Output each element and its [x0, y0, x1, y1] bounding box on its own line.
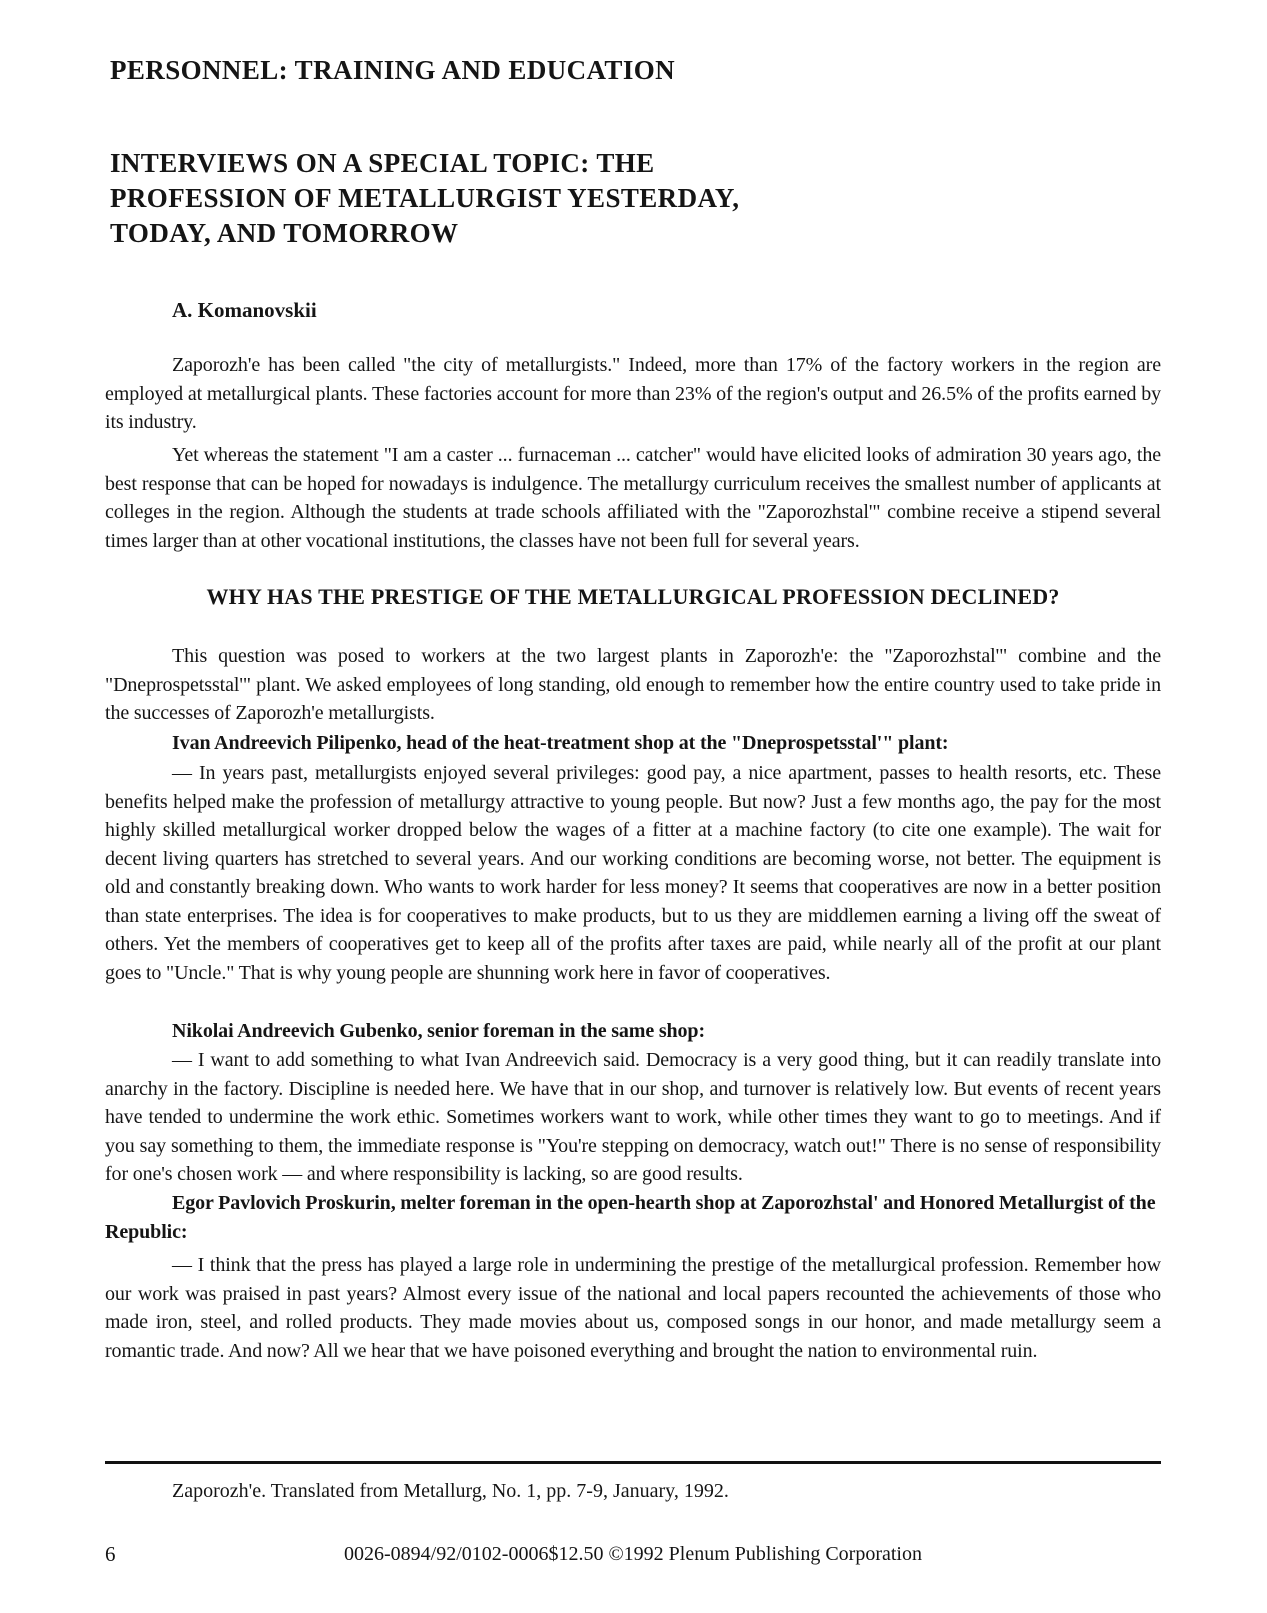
interview-quote-1: — In years past, metallurgists enjoyed several privileges: good pay, a nice apartment, passes to health resorts, etc. These benefits helped make the profession of metallurgy attractive to young people. But now? Just a few months ago, the pay for the most highly skilled metallurgical worker dropped below the wages of a fitter at a machine factory (to cite one example). The wait for decent living quarters has stretched to several years. And our working conditions are becoming worse, not better. The equipment is old and constantly breaking down. Who wants to work harder for less money? It seems that cooperatives are now in a better position than state enterprises. The idea is for cooperatives to make products, but to us they are middlemen earning a living off the sweat of others. Yet the members of cooperatives get to keep all of the profits after taxes are paid, while nearly all of the profit at our plant goes to "Uncle." That is why young people are shunning work here in favor of cooperatives. [105, 762, 1161, 984]
translation-footnote: Zaporozh'e. Translated from Metallurg, No. 1, pp. 7-9, January, 1992. [172, 1480, 729, 1502]
section-lead-paragraph: This question was posed to workers at the two largest plants in Zaporozh'e: the "Zaporozhstal'" combine and the "Dneprospetsstal'" plant. We asked employees of long standing, old enough to remember how the entire country used to take pride in the successes of Zaporozh'e metallurgists. [105, 645, 1161, 724]
article-title-line-2: PROFESSION OF METALLURGIST YESTERDAY, [110, 183, 740, 213]
intro-paragraph-1: Zaporozh'e has been called "the city of metallurgists." Indeed, more than 17% of the factory workers in the region are employed at metallurgical plants. These factories account for more than 23% of the region's output and 26.5% of the profits earned by its industry. [105, 354, 1161, 433]
interview-quote-2: — I want to add something to what Ivan Andreevich said. Democracy is a very good thing, but it can readily translate into anarchy in the factory. Discipline is needed here. We have that in our shop, and turnover is relatively low. But events of recent years have tended to undermine the work ethic. Sometimes workers want to work, while other times they want to go to meetings. And if you say something to them, the immediate response is "You're stepping on democracy, watch out!" There is no sense of responsibility for one's chosen work — and where responsibility is lacking, so are good results. [105, 1049, 1161, 1185]
section-heading: WHY HAS THE PRESTIGE OF THE METALLURGICAL PROFESSION DECLINED? [206, 584, 1060, 609]
speaker-heading-1: Ivan Andreevich Pilipenko, head of the heat-treatment shop at the "Dneprospetsstal'" plant: [172, 732, 949, 754]
footnote-divider [105, 1461, 1161, 1464]
interview-quote-3: — I think that the press has played a large role in undermining the prestige of the metallurgical profession. Remember how our work was praised in past years? Almost every issue of the national and local papers recounted the achievements of those who made iron, steel, and rolled products. They made movies about us, composed songs in our honor, and made metallurgy seem a romantic trade. And now? All we hear that we have poisoned everything and brought the nation to environmental ruin. [105, 1254, 1161, 1362]
article-title-line-3: TODAY, AND TOMORROW [110, 218, 459, 248]
speaker-heading-2: Nikolai Andreevich Gubenko, senior foreman in the same shop: [172, 1020, 706, 1042]
intro-paragraph-2: Yet whereas the statement "I am a caster ... furnaceman ... catcher" would have elicited looks of admiration 30 years ago, the best response that can be hoped for nowadays is indulgence. The metallurgy curriculum receives the smallest number of applicants at colleges in the region. Although the students at trade schools affiliated with the "Zaporozhstal'" combine receive a stipend several times larger than at other vocational institutions, the classes have not been full for several years. [105, 444, 1161, 552]
author-byline: A. Komanovskii [172, 298, 317, 322]
article-title-line-1: INTERVIEWS ON A SPECIAL TOPIC: THE [110, 148, 655, 178]
page-number: 6 [105, 1542, 116, 1566]
article-title [110, 146, 750, 251]
section-kicker: PERSONNEL: TRAINING AND EDUCATION [110, 55, 676, 85]
copyright-imprint: 0026-0894/92/0102-0006$12.50 ©1992 Plenum Publishing Corporation [344, 1543, 922, 1565]
speaker-heading-3: Egor Pavlovich Proskurin, melter foreman in the open-hearth shop at Zaporozhstal' and Honored Metallurgist of the Republic: [105, 1192, 1156, 1243]
